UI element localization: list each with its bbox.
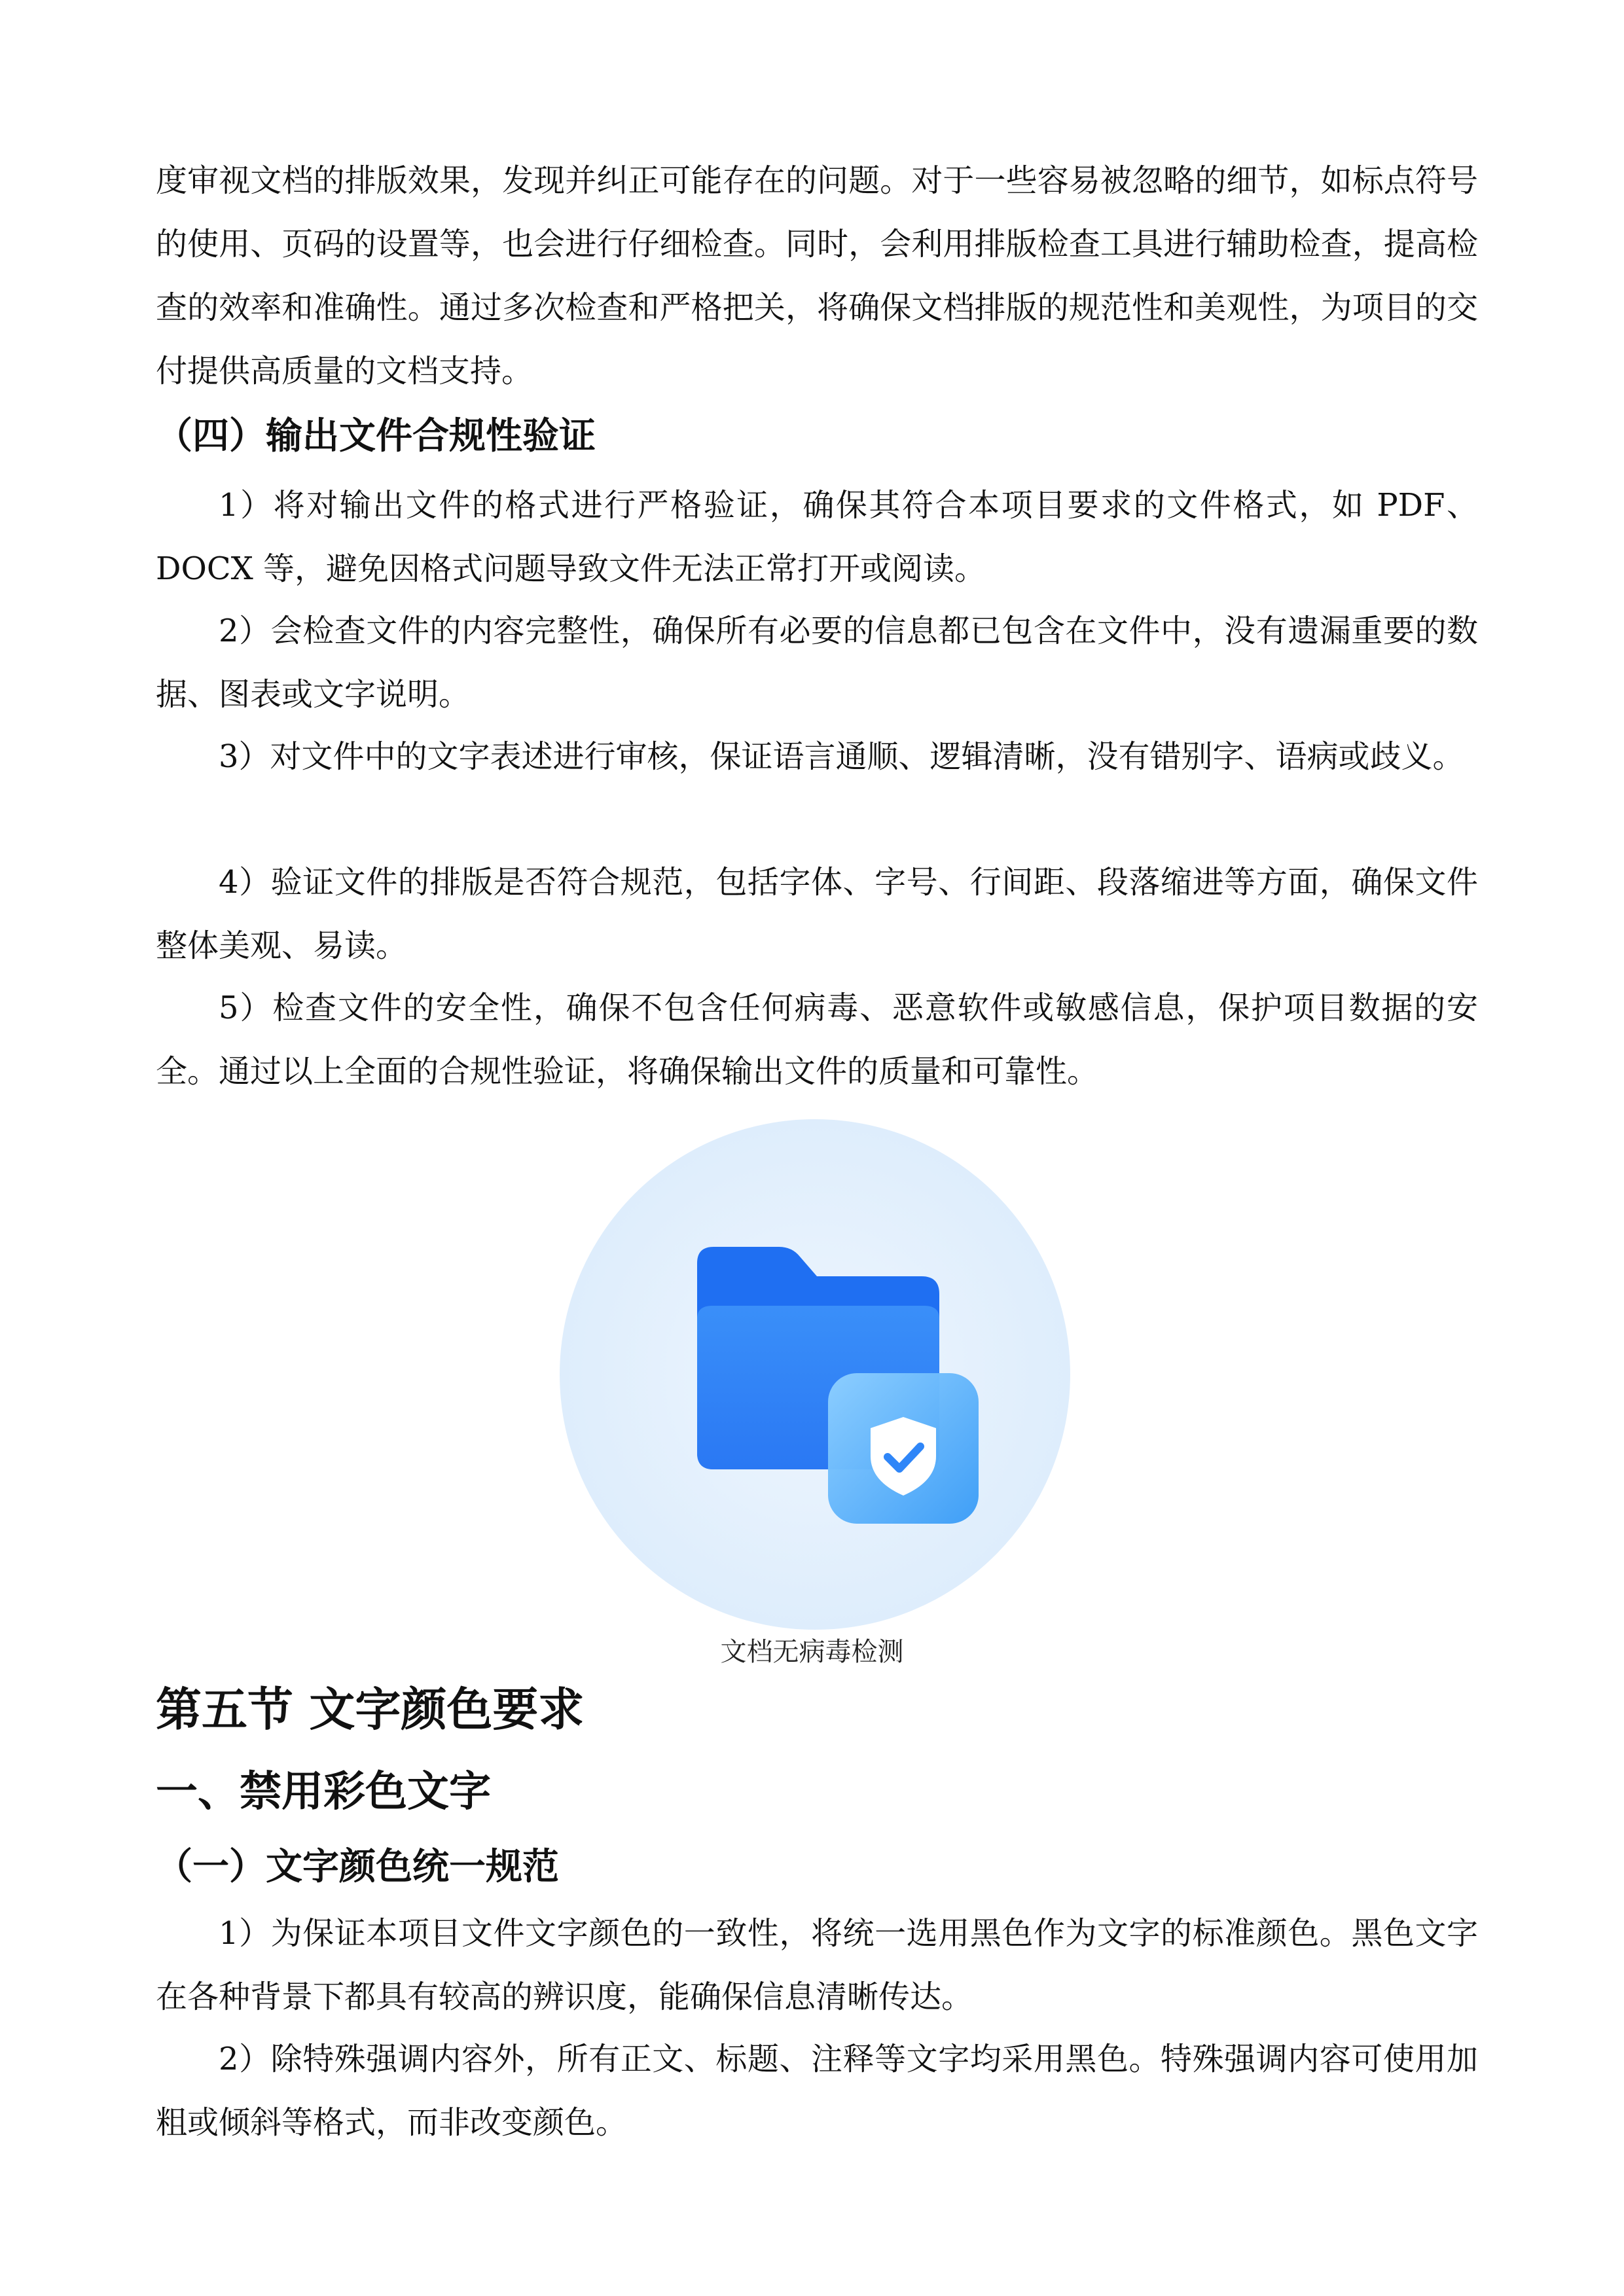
list-item: 3）对文件中的文字表述进行审核，保证语言通顺、逻辑清晰，没有错别字、语病或歧义。	[219, 738, 1464, 775]
list-item: 2）除特殊强调内容外，所有正文、标题、注释等文字均采用黑色。特殊强调内容可使用加粗或倾斜等格式，而非改变颜色。	[156, 2041, 1478, 2141]
subsection-heading-color-rules: （一）文字颜色统一规范	[156, 1846, 559, 1888]
list-item: 1）为保证本项目文件文字颜色的一致性，将统一选用黑色作为文字的标准颜色。黑色文字在各种背景下都具有较高的辨识度，能确保信息清晰传达。	[156, 1915, 1478, 2015]
list-item: 2）会检查文件的内容完整性，确保所有必要的信息都已包含在文件中，没有遗漏重要的数据、图表或文字说明。	[156, 613, 1478, 713]
section-heading-output-compliance: （四）输出文件合规性验证	[156, 415, 596, 457]
chapter-title: 第五节 文字颜色要求	[156, 1683, 585, 1736]
list-item: 1）将对输出文件的格式进行严格验证，确保其符合本项目要求的文件格式，如 PDF、DOCX 等，避免因格式问题导致文件无法正常打开或阅读。	[156, 487, 1478, 587]
list-item: 5）检查文件的安全性，确保不包含任何病毒、恶意软件或敏感信息，保护项目数据的安全。通过以上全面的合规性验证，将确保输出文件的质量和可靠性。	[156, 990, 1478, 1090]
figure-caption: 文档无病毒检测	[720, 1637, 904, 1667]
list-item: 4）验证文件的排版是否符合规范，包括字体、字号、行间距、段落缩进等方面，确保文件整体美观、易读。	[156, 864, 1478, 964]
intro-paragraph: 度审视文档的排版效果，发现并纠正可能存在的问题。对于一些容易被忽略的细节，如标点符号的使用、页码的设置等，也会进行仔细检查。同时，会利用排版检查工具进行辅助检查，提高检查的效率和准确性。通过多次检查和严格把关，将确保文档排版的规范性和美观性，为项目的交付提供高质量的文档支持。	[156, 162, 1478, 389]
virus-check-illustration	[556, 1119, 1074, 1630]
folder-shield-check-icon	[556, 1119, 1074, 1630]
section-title: 一、禁用彩色文字	[156, 1768, 491, 1816]
